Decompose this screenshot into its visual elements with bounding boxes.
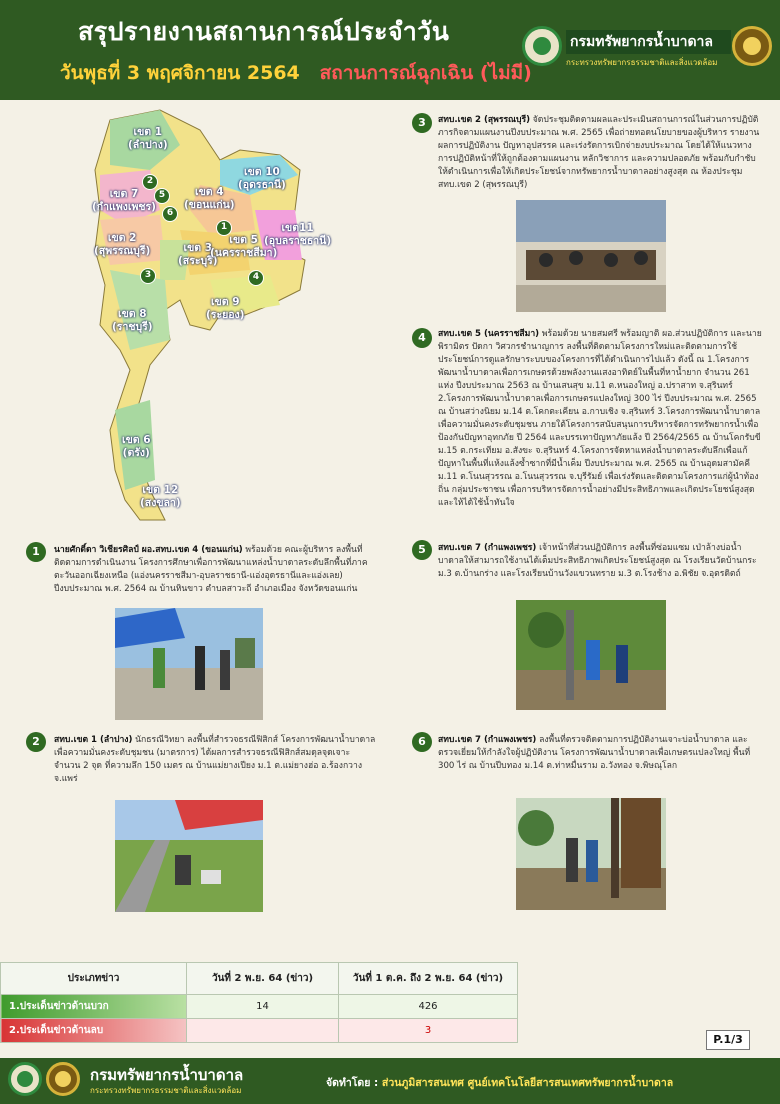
- header-day-count: วันที่ 2 พ.ย. 64 (ข่าว): [187, 963, 339, 995]
- news-item-1: นายศักดิ์ดา วิเชียรศิลป์ ผอ.สทบ.เขต 4 (ขอนแก่น) พร้อมด้วย คณะผู้บริหาร ลงพื้นที่ติดตามการดำเนินงาน โครงการศึกษาเพื่อการพัฒนาแหล่งน้ำบาดาลระดับลึกพื้นที่ภาคตะวันออกเฉียงเหนือ (แอ่งนครราชสีมา-อุบลราชธานี-แอ่งอุดรธานีและแอ่งเลย) ปีงบประมาณ พ.ศ. 2564 ณ บ้านหินขาว ตำบลสาวะถี อำเภอเมือง จังหวัดขอนแก่น: [54, 545, 368, 594]
- zone-2-label: เขต 2 (สุพรรณบุรี): [94, 232, 151, 257]
- item-number-3: 3: [412, 113, 432, 133]
- thailand-region-map: [70, 100, 410, 530]
- zone-4-label: เขต 4 (ขอนแก่น): [184, 186, 235, 211]
- zone-12-label: เขต 12 (สงขลา): [140, 484, 181, 509]
- page-title: สรุปรายงานสถานการณ์ประจำวัน: [78, 17, 450, 46]
- page-number: P.1/3: [706, 1030, 750, 1050]
- item-number-1: 1: [26, 542, 46, 562]
- footer-org-name: กรมทรัพยากรน้ำบาดาล: [90, 1066, 244, 1084]
- footer-department-logo-icon: [8, 1062, 42, 1096]
- news-item-5: สทบ.เขต 7 (กำแพงเพชร) เจ้าหน้าที่ส่วนปฏิบัติการ ลงพื้นที่ซ่อมแซม เป่าล้างบ่อน้ำบาดาลให้สามารถใช้งานได้เต็มประสิทธิภาพเกิดประโยชน์สูงสุด ณ โรงเรียนวัดบ้านกระ ม.3 ต.บ้านกร่าง และโรงเรียนบ้านวังแขวนทราย ม.3 ต.โรงช้าง อ.พิชัย จ.อุตรดิตถ์: [438, 543, 757, 579]
- map-marker-4: 4: [248, 270, 264, 286]
- item-number-5: 5: [412, 540, 432, 560]
- meeting-photo: [516, 200, 666, 312]
- map-marker-5: 5: [154, 188, 170, 204]
- map-marker-2: 2: [142, 174, 158, 190]
- news-stats-table: [0, 962, 518, 1043]
- zone-8-label: เขต 8 (ราชบุรี): [112, 308, 153, 333]
- item-number-6: 6: [412, 732, 432, 752]
- row-label: 1.ประเด็นข่าวด้านบวก: [1, 995, 187, 1019]
- zone-7-label: เขต 7 (กำแพงเพชร): [92, 188, 156, 213]
- item-number-4: 4: [412, 328, 432, 348]
- zone-6-label: เขต 6 (ตรัง): [122, 434, 151, 459]
- zone-9-label: เขต 9 (ระยอง): [206, 296, 245, 321]
- zone-10-label: เขต 10 (อุดรธานี): [238, 166, 286, 191]
- map-marker-1: 1: [216, 220, 232, 236]
- well-repair-photo: [516, 600, 666, 710]
- row-range-value: 426: [339, 995, 518, 1019]
- header-org-name: กรมทรัพยากรน้ำบาดาล: [566, 30, 731, 54]
- footer-credit: จัดทำโดย : ส่วนภูมิสารสนเทศ ศูนย์เทคโนโลยีสารสนเทศทรัพยากรน้ำบาดาล: [326, 1077, 674, 1089]
- header-news-type: ประเภทข่าว: [1, 963, 187, 995]
- footer-org-sub: กระทรวงทรัพยากรธรรมชาติและสิ่งแวดล้อม: [90, 1086, 242, 1095]
- header-org: [566, 30, 731, 69]
- row-day-value: 14: [187, 995, 339, 1019]
- map-marker-3: 3: [140, 268, 156, 284]
- report-date: วันพุธที่ 3 พฤศจิกายน 2564: [60, 62, 300, 84]
- row-range-value: 3: [339, 1019, 518, 1043]
- news-item-3: สทบ.เขต 2 (สุพรรณบุรี) จัดประชุมติดตามผลและประเมินสถานการณ์ในส่วนการปฏิบัติภารกิจตามแผนงานปีงบประมาณ พ.ศ. 2565 เพื่อถ่ายทอดนโยบายของผู้บริหาร รายงานผลการปฏิบัติงาน ปัญหาอุปสรรค และเร่งรัดการเบิกจ่ายงบประมาณ โดยได้ให้แนวทางการปฏิบัติหน้าที่ให้ถูกต้องตามแผนงาน หลักวิชาการ และความปลอดภัย พร้อมกับกำชับให้ดำเนินการเพื่อให้เกิดประโยชน์จากทรัพยากรน้ำบาดาลอย่างสูงสุด ณ ห้องประชุม สทบ.เขต 2 (สุพรรณบุรี): [438, 115, 760, 190]
- item-number-2: 2: [26, 732, 46, 752]
- row-day-value: [187, 1019, 339, 1043]
- footer-ministry-emblem-icon: [46, 1062, 80, 1096]
- news-item-2: สทบ.เขต 1 (ลำปาง) นักธรณีวิทยา ลงพื้นที่สำรวจธรณีฟิสิกส์ โครงการพัฒนาน้ำบาดาลเพื่อความมั่นคงระดับชุมชน (มาตรการ) ได้ผลการสำรวจธรณีฟิสิกส์สมดุลจุดเจาะ จำนวน 2 จุด ที่ความลึก 150 เมตร ณ บ้านแม่ยางเปียง ม.1 ต.แม่ยางฮ่อ อ.ร้องกวาง จ.แพร่: [54, 735, 376, 784]
- news-item-6: สทบ.เขต 7 (กำแพงเพชร) ลงพื้นที่ตรวจติดตามการปฏิบัติงานเจาะบ่อน้ำบาดาล และตรวจเยี่ยมให้กำลังใจผู้ปฏิบัติงาน โครงการพัฒนาน้ำบาดาลเพื่อเกษตรแปลงใหญ่ พื้นที่ 300 ไร่ ณ บ้านปีบทอง ม.14 ต.ท่าหมื่นราม อ.วังทอง จ.พิษณุโลก: [438, 735, 751, 771]
- news-item-4: สทบ.เขต 5 (นครราชสีมา) พร้อมด้วย นายสมศรี พร้อมญาติ ผอ.ส่วนปฏิบัติการ และนายพิรามิตร ปัดกา วิศวกรชำนาญการ ลงพื้นที่ติดตามโครงการใหม่และติดตามการใช้ประโยชน์การดูแลรักษาระบบของโครงการที่ได้ดำเนินการไปแล้ว ดังนี้ ณ 1.โครงการพัฒนาน้ำบาดาลเพื่อการเกษตรด้วยพลังงานแสงอาทิตย์ในพื้นที่หาน้ำยาก จำนวน 261 แห่ง ปีงบประมาณ 2563 ณ บ้านเสนสุข ม.11 ต.หนองใหญ่ อ.ปราสาท จ.สุรินทร์ 2.โครงการพัฒนาน้ำบาดาลเพื่อการเกษตรแปลงใหญ่ 300 ไร่ ปีงบประมาณ พ.ศ. 2565 ณ บ้านสว่างนิยม ม.14 ต.โคกตะเคียน อ.กาบเชิง จ.สุรินทร์ 3.โครงการพัฒนาน้ำบาดาลเพื่อความมั่นคงระดับชุมชน ภายใต้โครงการสนับสนุนการบริหารจัดการทรัพยากรน้ำเพื่อป้องกันปัญหาอุทกภัย ปี 2564 และบรรเทาปัญหาภัยแล้ง ปี 2564/2565 ณ บ้านโคกรับขี ม.15 ต.กระเทียม อ.สังขะ จ.สุรินทร์ 4.โครงการจัดหาแหล่งน้ำบาดาลระดับลึกเพื่อแก้ปัญหาในพื้นที่แห้งแล้งซ้ำซากที่มีน้ำเค็ม ปีงบประมาณ พ.ศ. 2565 ณ บ้านอุดมสามัคคี ม.11 ต.โนนสุวรรณ อ.โนนสุวรรณ จ.บุรีรัมย์ เพื่อเร่งรัดและติดตามโครงการแก่ผู้นำท้องถิ่น กลุ่มประชาชน เพื่อการบริหารจัดการน้ำอย่างมีประสิทธิภาพและเกิดประโยชน์สูงสุด และให้ได้ใช้น้ำทันใจ: [438, 329, 762, 508]
- table-row: [1, 995, 518, 1019]
- zone-1-label: เขต 1 (ลำปาง): [128, 126, 168, 151]
- table-row: [1, 1019, 518, 1043]
- header-org-sub: กระทรวงทรัพยากรธรรมชาติและสิ่งแวดล้อม: [566, 58, 718, 67]
- survey-photo: [115, 800, 263, 912]
- department-logo-icon: [522, 26, 562, 66]
- row-label: 2.ประเด็นข่าวด้านลบ: [1, 1019, 187, 1043]
- map-marker-6: 6: [162, 206, 178, 222]
- situation-status: สถานการณ์ฉุกเฉิน (ไม่มี): [319, 62, 532, 84]
- field-visit-photo: [115, 608, 263, 720]
- drilling-photo: [516, 798, 666, 910]
- ministry-emblem-icon: [732, 26, 772, 66]
- header-range-count: วันที่ 1 ต.ค. ถึง 2 พ.ย. 64 (ข่าว): [339, 963, 518, 995]
- zone-5-label: เขต 5 (นครราชสีมา): [210, 234, 278, 259]
- zone-11-label: เขต11 (อุบลราชธานี): [264, 222, 332, 247]
- zone-3-label: เขต 3 (สระบุรี): [178, 242, 218, 267]
- date-line: [60, 58, 532, 88]
